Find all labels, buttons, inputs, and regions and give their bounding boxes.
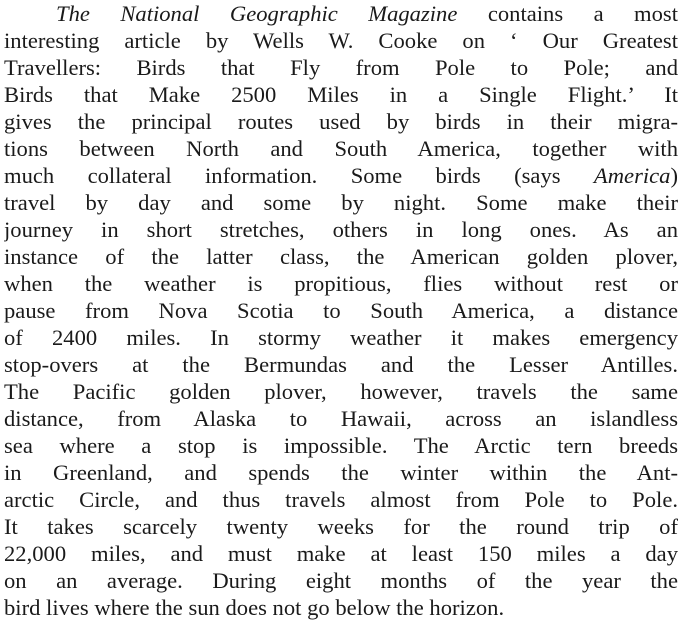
text-line xyxy=(4,379,678,405)
text-segment: The Pacific golden plover, however, travels the same xyxy=(4,379,678,404)
text-line xyxy=(4,568,678,594)
text-segment: sea where a stop is impossible. The Arctic tern breeds xyxy=(4,433,678,458)
text-segment: interesting article by Wells W. Cooke on ‘ Our Greatest xyxy=(4,28,678,53)
text-segment: 22,000 miles, and must make at least 150 miles a day xyxy=(4,541,678,566)
text-segment: America xyxy=(593,163,671,188)
text-line xyxy=(4,541,678,567)
text-line xyxy=(4,298,678,324)
text-segment: ) xyxy=(670,163,678,188)
text-segment: Birds that Make 2500 Miles in a Single Flight.’ It xyxy=(4,82,678,107)
text-line xyxy=(4,487,678,513)
text-segment: gives the principal routes used by birds in their migra- xyxy=(4,109,678,134)
text-line xyxy=(4,163,678,189)
text-segment: stop-overs at the Bermundas and the Lesser Antilles. xyxy=(4,352,678,377)
text-line xyxy=(4,55,678,81)
text-line xyxy=(4,271,678,297)
text-line xyxy=(4,82,678,108)
text-line xyxy=(4,595,678,621)
text-line xyxy=(4,433,678,459)
text-segment: journey in short stretches, others in long ones. As an xyxy=(4,217,678,242)
text-segment: It takes scarcely twenty weeks for the round trip of xyxy=(4,514,678,539)
text-line xyxy=(4,352,678,378)
text-segment: distance, from Alaska to Hawaii, across an islandless xyxy=(4,406,678,431)
text-segment: when the weather is propitious, flies without rest or xyxy=(4,271,678,296)
text-segment: The National Geographic Magazine xyxy=(56,1,458,26)
text-segment: travel by day and some by night. Some make their xyxy=(4,190,678,215)
text-line xyxy=(4,514,678,540)
text-line xyxy=(4,136,678,162)
text-segment: Travellers: Birds that Fly from Pole to Pole; and xyxy=(4,55,678,80)
text-segment: in Greenland, and spends the winter within the Ant- xyxy=(4,460,678,485)
text-segment: on an average. During eight months of the year the xyxy=(4,568,678,593)
text-line xyxy=(4,460,678,486)
text-segment: instance of the latter class, the American golden plover, xyxy=(4,244,678,269)
text-line xyxy=(4,406,678,432)
text-segment: much collateral information. Some birds (says xyxy=(4,163,594,188)
text-segment: pause from Nova Scotia to South America, a distance xyxy=(4,298,678,323)
text-line xyxy=(4,217,678,243)
text-segment: of 2400 miles. In stormy weather it makes emergency xyxy=(4,325,678,350)
text-line xyxy=(4,190,678,216)
text-segment: contains a most xyxy=(457,1,678,26)
text-segment: tions between North and South America, together with xyxy=(4,136,678,161)
text-segment: arctic Circle, and thus travels almost from Pole to Pole. xyxy=(4,487,678,512)
text-line xyxy=(56,1,678,27)
text-segment: bird lives where the sun does not go below the horizon. xyxy=(4,595,505,620)
text-line xyxy=(4,325,678,351)
text-line xyxy=(4,244,678,270)
text-line xyxy=(4,109,678,135)
text-line xyxy=(4,28,678,54)
